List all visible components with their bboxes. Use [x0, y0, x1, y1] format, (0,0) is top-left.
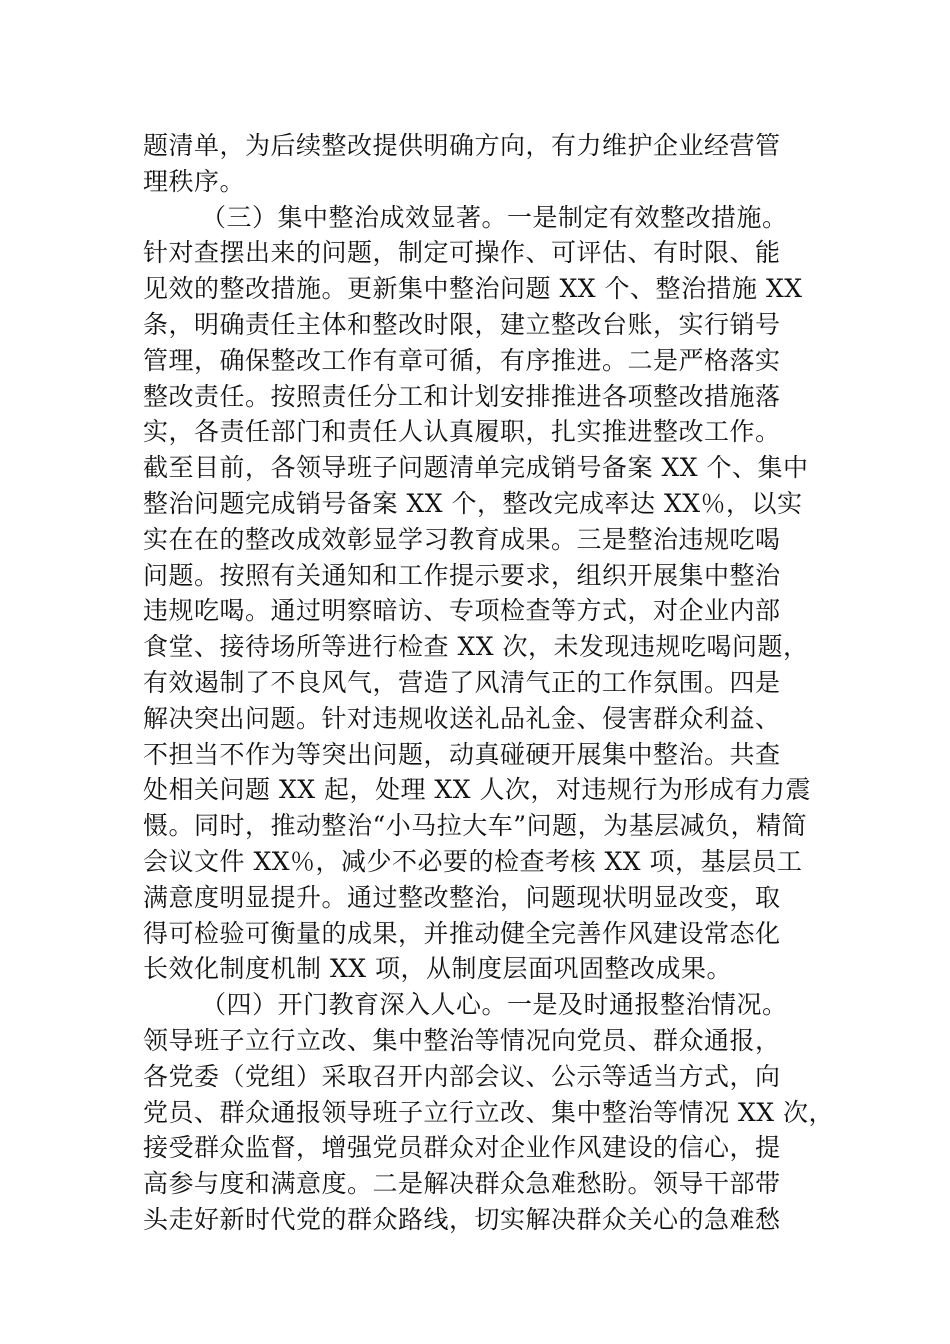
text-line: 长效化制度机制 XX 项，从制度层面巩固整改成果。	[143, 954, 732, 984]
text-line: 不担当不作为等突出问题，动真碰硬开展集中整治。共查	[143, 739, 781, 769]
text-line: 头走好新时代党的群众路线，切实解决群众关心的急难愁	[143, 1204, 781, 1234]
document-body-text	[143, 128, 833, 1238]
text-line: 处相关问题 XX 起，处理 XX 人次，对违规行为形成有力震	[143, 775, 811, 805]
text-line: 违规吃喝。通过明察暗访、专项检查等方式，对企业内部	[143, 596, 781, 626]
text-line: 整治问题完成销号备案 XX 个，整改完成率达 XX％，以实	[143, 488, 803, 518]
text-line: 党员、群众通报领导班子立行立改、集中整治等情况 XX 次，	[143, 1097, 834, 1127]
text-line: 得可检验可衡量的成果，并推动健全完善作风建设常态化	[143, 918, 781, 948]
text-line: 见效的整改措施。更新集中整治问题 XX 个、整治措施 XX	[143, 274, 803, 304]
text-line: 有效遏制了不良风气，营造了风清气正的工作氛围。四是	[143, 667, 781, 697]
text-line: 解决突出问题。针对违规收送礼品礼金、侵害群众利益、	[143, 703, 781, 733]
text-line: 接受群众监督，增强党员群众对企业作风建设的信心，提	[143, 1133, 781, 1163]
text-line: 高参与度和满意度。二是解决群众急难愁盼。领导干部带	[143, 1169, 781, 1199]
text-line: 针对查摆出来的问题，制定可操作、可评估、有时限、能	[143, 238, 781, 268]
text-line: 满意度明显提升。通过整改整治，问题现状明显改变，取	[143, 882, 781, 912]
text-line: 理秩序。	[143, 166, 246, 196]
text-line: 慑。同时，推动整治“小马拉大车”问题，为基层减负，精简	[143, 811, 808, 841]
text-line: 会议文件 XX％，减少不必要的检查考核 XX 项，基层员工	[143, 846, 803, 876]
section-heading-line: （四）开门教育深入人心。一是及时通报整治情况。	[201, 990, 788, 1020]
text-line: 条，明确责任主体和整改时限，建立整改台账，实行销号	[143, 309, 781, 339]
text-line: 实在在的整改成效彰显学习教育成果。三是整治违规吃喝	[143, 524, 781, 554]
text-line: 实，各责任部门和责任人认真履职，扎实推进整改工作。	[143, 417, 781, 447]
text-line: 食堂、接待场所等进行检查 XX 次，未发现违规吃喝问题，	[143, 632, 809, 662]
text-line: 截至目前，各领导班子问题清单完成销号备案 XX 个、集中	[143, 453, 809, 483]
text-line: 管理，确保整改工作有章可循，有序推进。二是严格落实	[143, 345, 781, 375]
text-line: 整改责任。按照责任分工和计划安排推进各项整改措施落	[143, 381, 781, 411]
text-line: 题清单，为后续整改提供明确方向，有力维护企业经营管	[143, 131, 781, 160]
text-line: 各党委（党组）采取召开内部会议、公示等适当方式，向	[143, 1061, 781, 1091]
section-heading-line: （三）集中整治成效显著。一是制定有效整改措施。	[201, 202, 788, 232]
text-line: 问题。按照有关通知和工作提示要求，组织开展集中整治	[143, 560, 781, 590]
text-line: 领导班子立行立改、集中整治等情况向党员、群众通报，	[143, 1025, 781, 1055]
